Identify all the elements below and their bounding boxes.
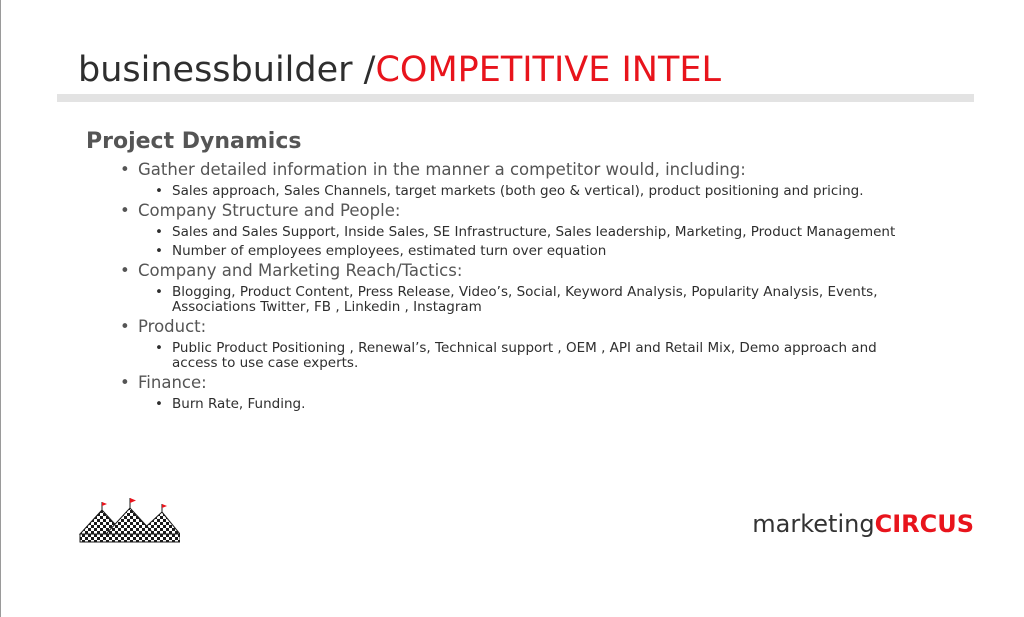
sub-bullet-burn-rate: • Burn Rate, Funding. — [153, 397, 908, 412]
bullet-gather: • Gather detailed information in the manner a competitor would, including: — [118, 160, 908, 180]
brand-main: marketing — [752, 510, 875, 538]
bullet-company-structure: • Company Structure and People: — [118, 201, 908, 221]
sub-bullet-product-positioning: • Public Product Positioning , Renewal’s, Technical support , OEM , API and Retail Mix, Demo approach and access to use case experts. — [153, 341, 908, 371]
sub-bullet-sales-approach: • Sales approach, Sales Channels, target markets (both geo & vertical), product positioning and pricing. — [153, 184, 908, 199]
section-heading: Project Dynamics — [86, 129, 302, 154]
bullet-list — [118, 158, 908, 414]
title-main: businessbuilder / — [78, 50, 376, 90]
bullet-finance: • Finance: — [118, 373, 908, 393]
slide-edge-divider — [0, 0, 1, 617]
sub-bullet-blogging: • Blogging, Product Content, Press Release, Video’s, Social, Keyword Analysis, Popularity Analysis, Events, Associations Twitter, FB , Linkedin , Instagram — [153, 285, 908, 315]
brand-accent: CIRCUS — [874, 510, 974, 538]
sub-bullet-employees: • Number of employees employees, estimated turn over equation — [153, 244, 908, 259]
bullet-marketing-reach: • Company and Marketing Reach/Tactics: — [118, 261, 908, 281]
title-rule — [57, 94, 974, 102]
circus-tents-icon — [76, 498, 180, 544]
sub-bullet-sales-support: • Sales and Sales Support, Inside Sales, SE Infrastructure, Sales leadership, Marketing, Product Management — [153, 225, 908, 240]
bullet-product: • Product: — [118, 317, 908, 337]
title-accent: COMPETITIVE INTEL — [375, 50, 721, 90]
brand-logo-text — [752, 508, 974, 540]
slide-title — [78, 46, 721, 94]
